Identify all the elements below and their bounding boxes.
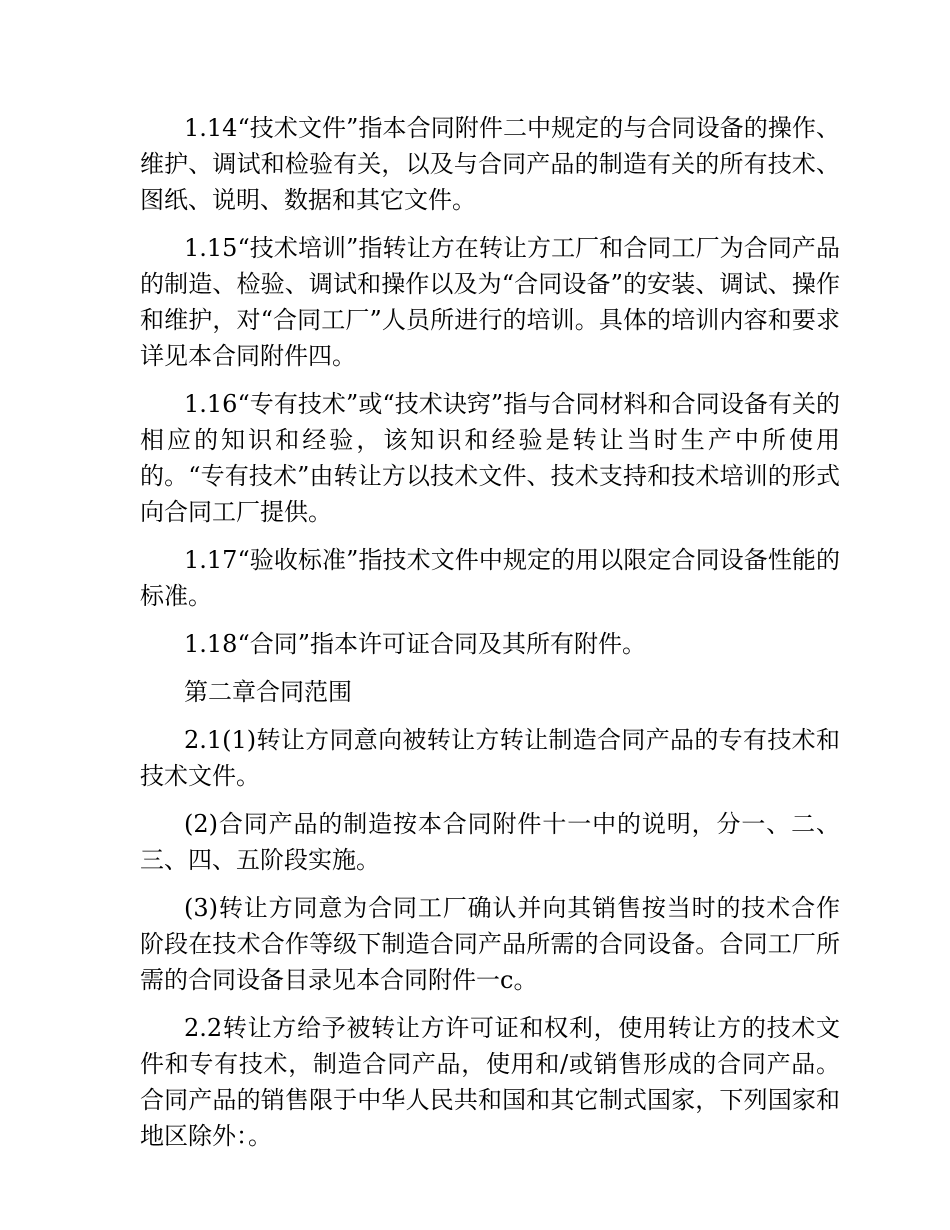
clause-1-18: 1.18“合同”指本许可证合同及其所有附件。 <box>184 630 646 658</box>
clause-2-1-2: (2)合同产品的制造按本合同附件十一中的说明，分一、二、三、四、五阶段实施。 <box>140 810 840 874</box>
clause-2-1-1: 2.1(1)转让方同意向被转让方转让制造合同产品的专有技术和技术文件。 <box>140 726 840 790</box>
clause-1-15: 1.15“技术培训”指转让方在转让方工厂和合同工厂为合同产品的制造、检验、调试和操作以及为“合同设备”的安装、调试、操作和维护，对“合同工厂”人员所进行的培训。具体的培训内容和要求详见本合同附件四。 <box>140 234 840 370</box>
clause-1-14: 1.14“技术文件”指本合同附件二中规定的与合同设备的操作、维护、调试和检验有关，以及与合同产品的制造有关的所有技术、图纸、说明、数据和其它文件。 <box>140 114 840 214</box>
document-body <box>140 110 840 1166</box>
clause-1-16: 1.16“专有技术”或“技术诀窍”指与合同材料和合同设备有关的相应的知识和经验，该知识和经验是转让当时生产中所使用的。“专有技术”由转让方以技术文件、技术支持和技术培训的形式向合同工厂提供。 <box>140 390 840 526</box>
clause-2-1-3: (3)转让方同意为合同工厂确认并向其销售按当时的技术合作阶段在技术合作等级下制造合同产品所需的合同设备。合同工厂所需的合同设备目录见本合同附件一c。 <box>140 894 840 994</box>
chapter-2-heading: 第二章合同范围 <box>184 678 352 706</box>
clause-1-17: 1.17“验收标准”指技术文件中规定的用以限定合同设备性能的标准。 <box>140 546 840 610</box>
clause-2-2: 2.2转让方给予被转让方许可证和权利，使用转让方的技术文件和专有技术，制造合同产品，使用和/或销售形成的合同产品。合同产品的销售限于中华人民共和国和其它制式国家，下列国家和地区除外：。 <box>140 1014 840 1150</box>
